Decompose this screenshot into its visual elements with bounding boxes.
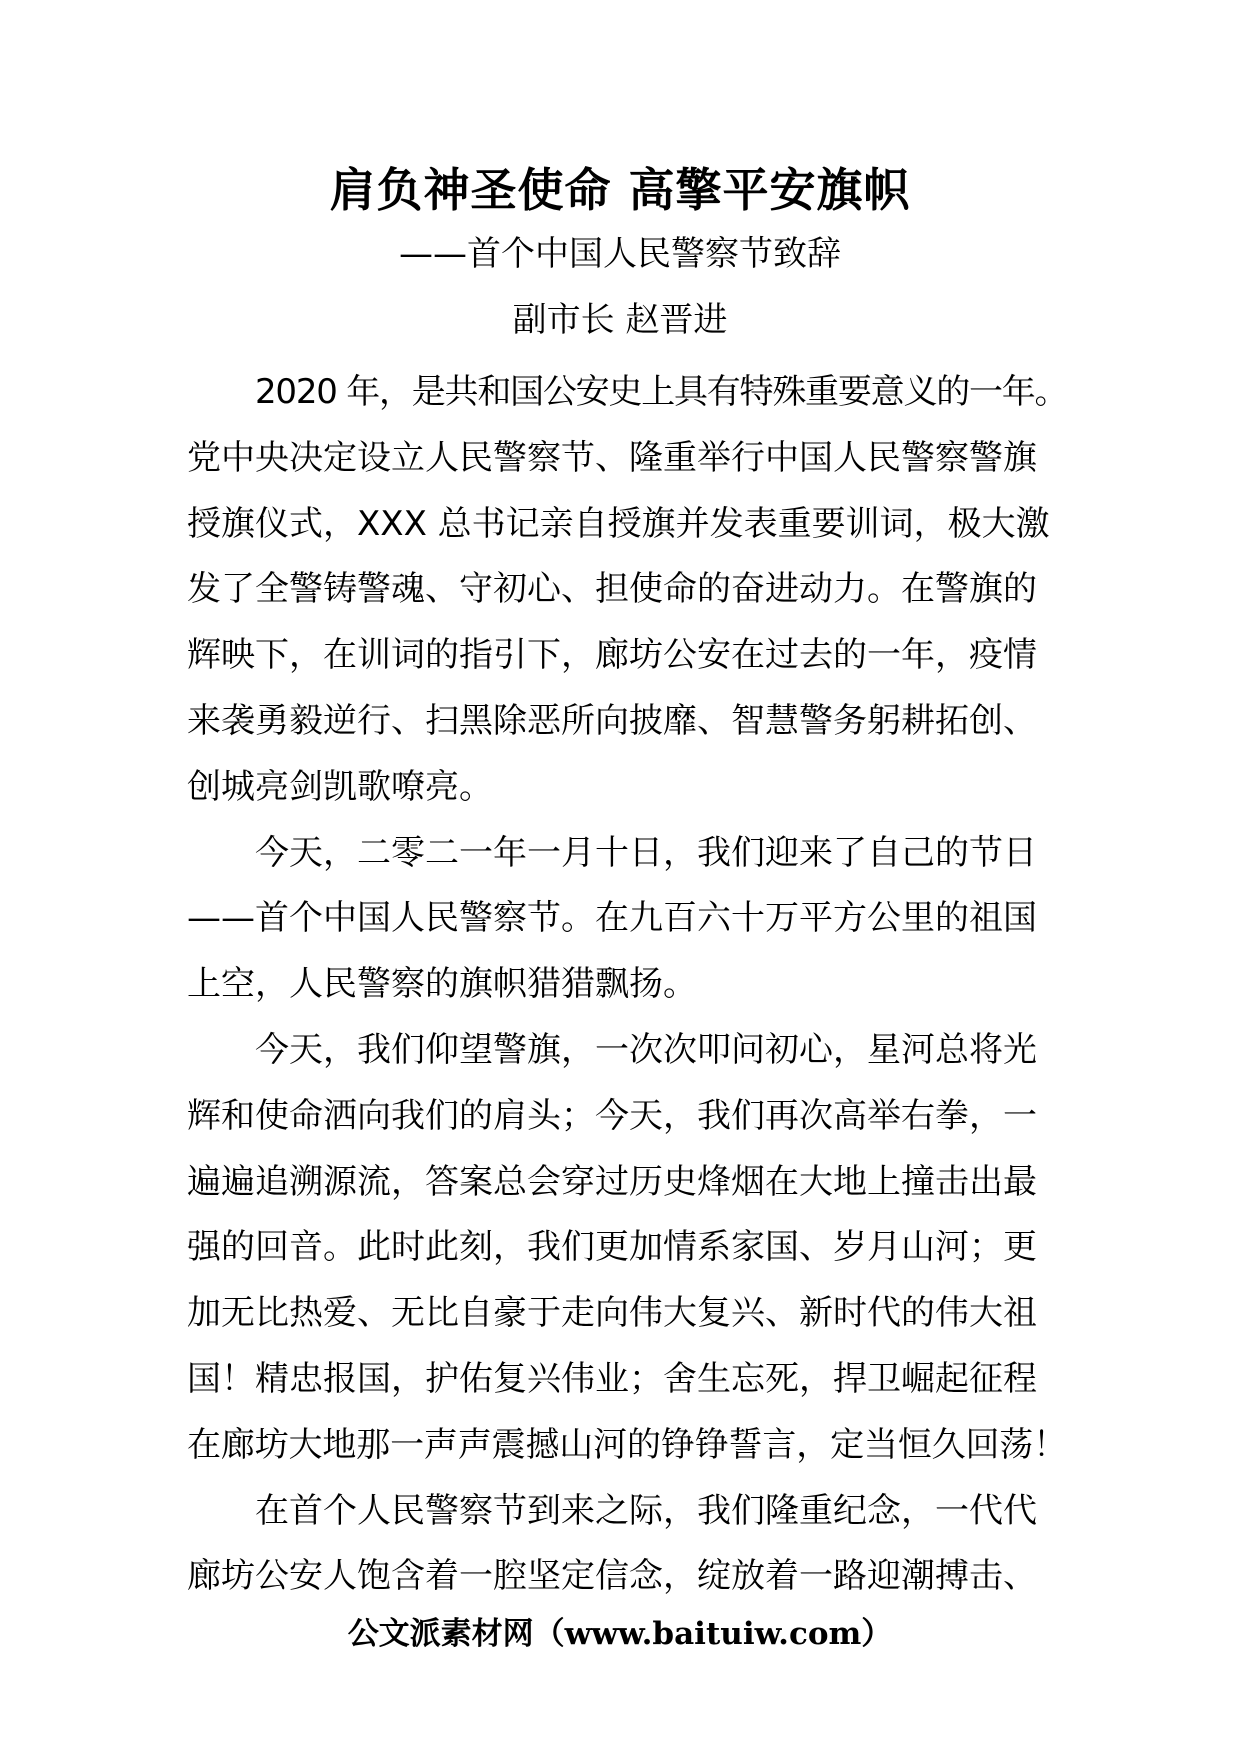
body-line: 党中央决定设立人民警察节、隆重举行中国人民警察警旗 [187,437,1037,478]
body-line: 辉映下，在训词的指引下，廊坊公安在过去的一年，疫情 [187,635,1037,676]
document-subtitle: ——首个中国人民警察节致辞 [399,234,841,274]
document-body [187,360,1067,1610]
body-line: 2020 年，是共和国公安史上具有特殊重要意义的一年。 [255,372,1068,412]
body-line: 廊坊公安人饱含着一腔坚定信念，绽放着一路迎潮搏击、 [187,1556,1037,1597]
body-line: ——首个中国人民警察节。在九百六十万平方公里的祖国 [187,898,1037,939]
body-line: 在廊坊大地那一声声震撼山河的铮铮誓言，定当恒久回荡！ [187,1424,1067,1465]
body-line: 今天，二零二一年一月十日，我们迎来了自己的节日 [255,832,1037,873]
body-line: 加无比热爱、无比自豪于走向伟大复兴、新时代的伟大祖 [187,1293,1037,1334]
body-line: 上空，人民警察的旗帜猎猎飘扬。 [187,964,697,1005]
document-author: 副市长 赵晋进 [512,300,728,340]
body-line: 创城亮剑凯歌嘹亮。 [187,766,493,807]
body-line: 国！精忠报国，护佑复兴伟业；舍生忘死，捍卫崛起征程 [187,1358,1037,1399]
body-line: 在首个人民警察节到来之际，我们隆重纪念，一代代 [255,1490,1037,1531]
body-line: 今天，我们仰望警旗，一次次叩问初心，星河总将光 [255,1029,1037,1070]
body-line: 授旗仪式，XXX 总书记亲自授旗并发表重要训词，极大激 [187,503,1050,544]
body-line: 发了全警铸警魂、守初心、担使命的奋进动力。在警旗的 [187,569,1037,610]
body-line: 强的回音。此时此刻，我们更加情系家国、岁月山河；更 [187,1227,1037,1268]
body-line: 来袭勇毅逆行、扫黑除恶所向披靡、智慧警务躬耕拓创、 [187,700,1037,741]
body-line: 辉和使命洒向我们的肩头；今天，我们再次高举右拳，一 [187,1095,1037,1136]
body-line: 遍遍追溯源流，答案总会穿过历史烽烟在大地上撞击出最 [187,1161,1037,1202]
footer-watermark: 公文派素材网（www.baituiw.com） [347,1616,893,1652]
document-title: 肩负神圣使命 高擎平安旗帜 [329,163,911,217]
